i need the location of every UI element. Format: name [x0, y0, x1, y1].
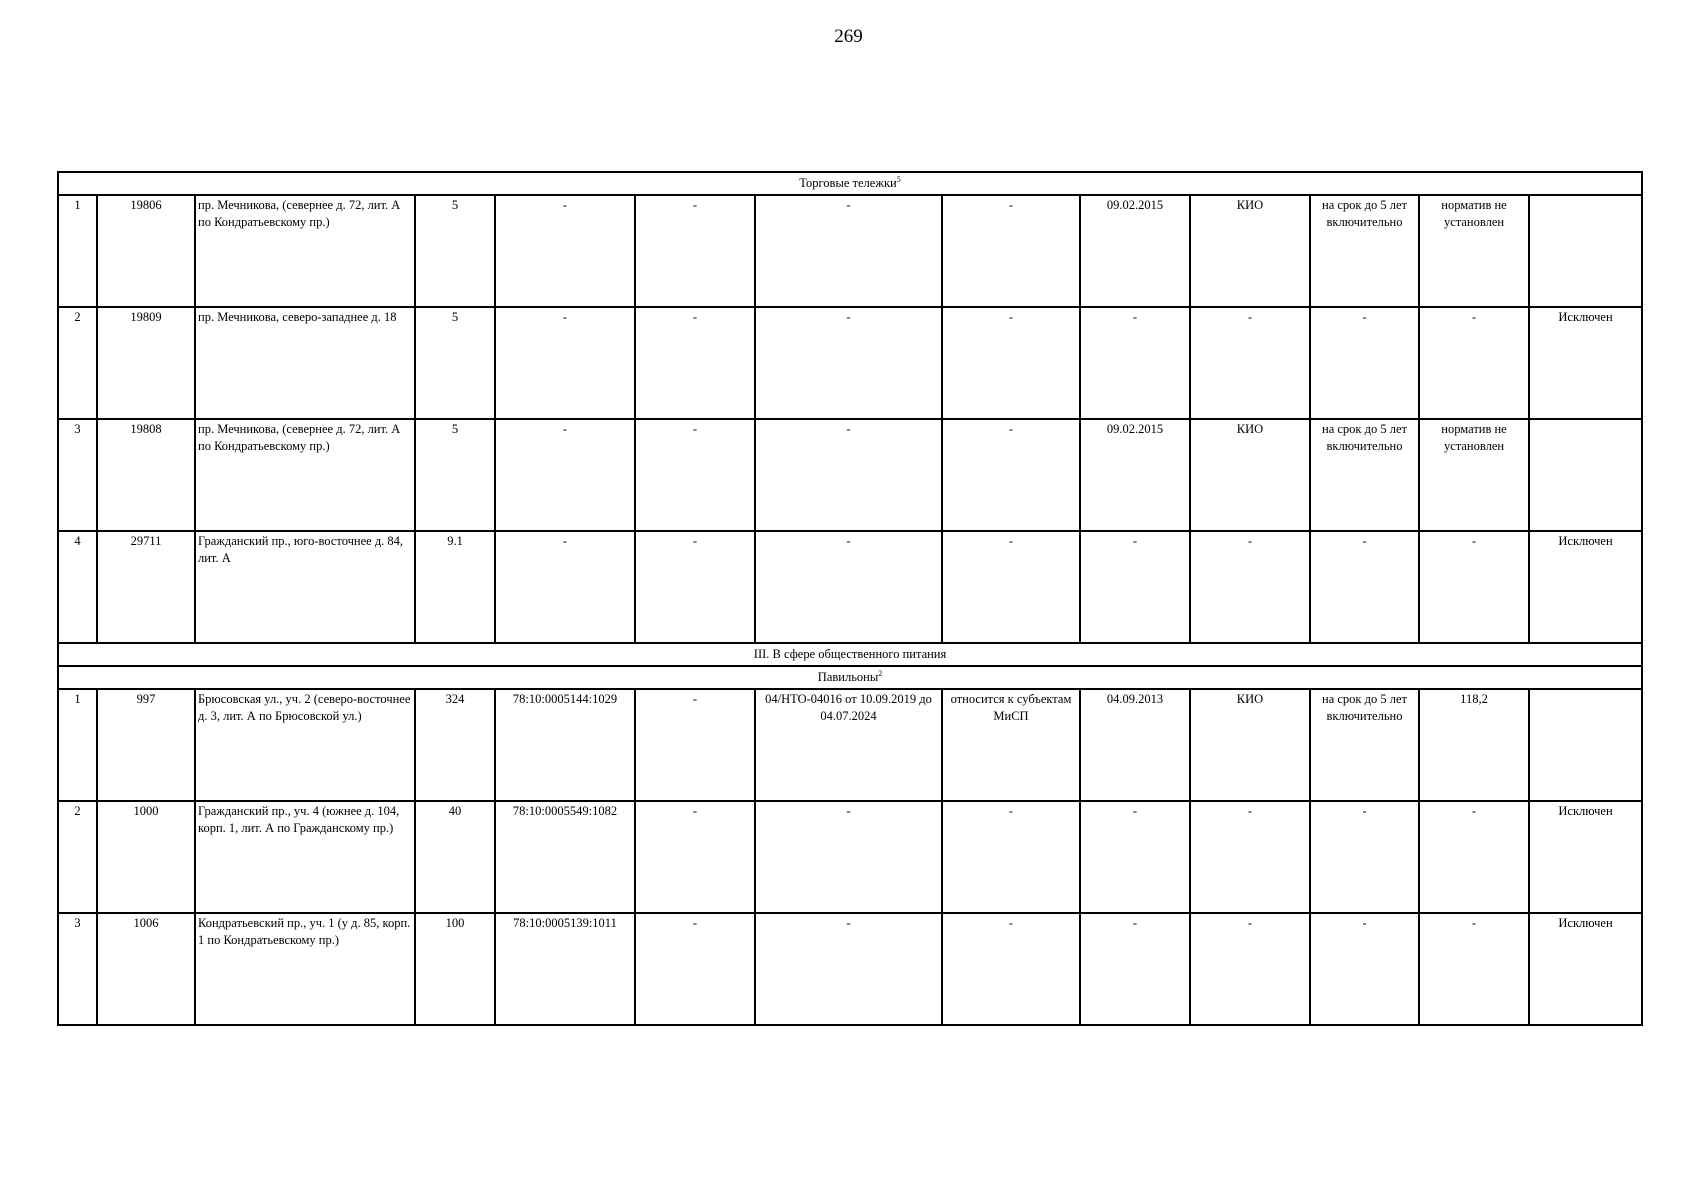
- table-cell-col-2: 29711: [97, 531, 195, 643]
- table-cell-col-1: 1: [58, 195, 97, 307]
- page-number: 269: [834, 26, 863, 47]
- table-cell-col-4: 100: [415, 913, 495, 1025]
- table-cell-col-9: -: [1080, 307, 1190, 419]
- table-cell-col-11: -: [1310, 531, 1419, 643]
- table-cell-col-4: 5: [415, 307, 495, 419]
- section-title-text: III. В сфере общественного питания: [753, 647, 947, 661]
- table-cell-col-3: Брюсовская ул., уч. 2 (северо-восточнее д. 3, лит. А по Брюсовской ул.): [195, 689, 415, 801]
- section-title: [58, 643, 1642, 666]
- subsection-header-row: [58, 666, 1642, 689]
- table-cell-col-1: 2: [58, 307, 97, 419]
- table-cell-col-6: -: [635, 801, 755, 913]
- table-cell-col-2: 19808: [97, 419, 195, 531]
- table-cell-col-5: 78:10:0005144:1029: [495, 689, 635, 801]
- table-cell-col-12: -: [1419, 531, 1529, 643]
- table-cell-col-7: -: [755, 195, 942, 307]
- table-cell-col-7: -: [755, 307, 942, 419]
- table-cell-col-6: -: [635, 307, 755, 419]
- table-cell-col-6: -: [635, 195, 755, 307]
- table-cell-col-4: 5: [415, 419, 495, 531]
- table-cell-col-8: -: [942, 531, 1080, 643]
- table-cell-col-10: КИО: [1190, 419, 1310, 531]
- table-cell-col-2: 997: [97, 689, 195, 801]
- footnote-marker: 2: [878, 668, 883, 678]
- section-title-text: Павильоны: [817, 670, 879, 684]
- table-cell-col-13: [1529, 689, 1642, 801]
- table-cell-col-1: 3: [58, 913, 97, 1025]
- footnote-marker: 5: [896, 174, 901, 184]
- table-cell-col-9: 09.02.2015: [1080, 195, 1190, 307]
- table-cell-col-13: [1529, 419, 1642, 531]
- subsection-title: [58, 172, 1642, 195]
- table-cell-col-8: -: [942, 195, 1080, 307]
- table-cell-col-10: -: [1190, 801, 1310, 913]
- table-cell-col-12: 118,2: [1419, 689, 1529, 801]
- table-cell-col-6: -: [635, 531, 755, 643]
- table-cell-col-3: Гражданский пр., уч. 4 (южнее д. 104, корп. 1, лит. А по Гражданскому пр.): [195, 801, 415, 913]
- table-cell-col-3: пр. Мечникова, (севернее д. 72, лит. А по Кондратьевскому пр.): [195, 195, 415, 307]
- table-cell-col-10: -: [1190, 307, 1310, 419]
- table-cell-col-3: пр. Мечникова, (севернее д. 72, лит. А по Кондратьевскому пр.): [195, 419, 415, 531]
- table-row: [58, 419, 1642, 531]
- table-cell-col-9: -: [1080, 913, 1190, 1025]
- table-cell-col-4: 9.1: [415, 531, 495, 643]
- table-cell-col-12: -: [1419, 913, 1529, 1025]
- table-cell-col-10: -: [1190, 531, 1310, 643]
- table-cell-col-1: 2: [58, 801, 97, 913]
- table-cell-col-4: 5: [415, 195, 495, 307]
- table-row: [58, 689, 1642, 801]
- table-cell-col-4: 324: [415, 689, 495, 801]
- table-cell-col-12: норматив не установлен: [1419, 195, 1529, 307]
- table-cell-col-2: 1006: [97, 913, 195, 1025]
- table-row: [58, 307, 1642, 419]
- table-cell-col-12: норматив не установлен: [1419, 419, 1529, 531]
- subsection-title: [58, 666, 1642, 689]
- table-cell-col-13: Исключен: [1529, 531, 1642, 643]
- table-cell-col-8: относится к субъектам МиСП: [942, 689, 1080, 801]
- table-cell-col-8: -: [942, 913, 1080, 1025]
- table-cell-col-1: 4: [58, 531, 97, 643]
- table-cell-col-5: -: [495, 419, 635, 531]
- section-title-text: Торговые тележки: [799, 176, 897, 190]
- table-cell-col-9: 04.09.2013: [1080, 689, 1190, 801]
- section-header-row: [58, 643, 1642, 666]
- table-cell-col-1: 3: [58, 419, 97, 531]
- table-row: [58, 531, 1642, 643]
- table-cell-col-2: 19809: [97, 307, 195, 419]
- table-cell-col-5: -: [495, 531, 635, 643]
- table-cell-col-7: 04/НТО-04016 от 10.09.2019 до 04.07.2024: [755, 689, 942, 801]
- table-cell-col-8: -: [942, 419, 1080, 531]
- table-cell-col-6: -: [635, 419, 755, 531]
- table-cell-col-12: -: [1419, 307, 1529, 419]
- table-cell-col-5: -: [495, 195, 635, 307]
- table-cell-col-3: Гражданский пр., юго-восточнее д. 84, лит. А: [195, 531, 415, 643]
- table-cell-col-7: -: [755, 801, 942, 913]
- table-cell-col-4: 40: [415, 801, 495, 913]
- table-cell-col-10: КИО: [1190, 195, 1310, 307]
- table-cell-col-13: Исключен: [1529, 801, 1642, 913]
- table-cell-col-5: 78:10:0005549:1082: [495, 801, 635, 913]
- table-cell-col-13: Исключен: [1529, 307, 1642, 419]
- table-cell-col-8: -: [942, 801, 1080, 913]
- table-row: [58, 913, 1642, 1025]
- table-cell-col-11: на срок до 5 лет включительно: [1310, 689, 1419, 801]
- table-cell-col-7: -: [755, 913, 942, 1025]
- table-cell-col-3: Кондратьевский пр., уч. 1 (у д. 85, корп. 1 по Кондратьевскому пр.): [195, 913, 415, 1025]
- table-cell-col-8: -: [942, 307, 1080, 419]
- table-cell-col-11: -: [1310, 801, 1419, 913]
- table-cell-col-7: -: [755, 531, 942, 643]
- table-cell-col-11: на срок до 5 лет включительно: [1310, 195, 1419, 307]
- table-cell-col-12: -: [1419, 801, 1529, 913]
- table-cell-col-6: -: [635, 689, 755, 801]
- table-cell-col-5: 78:10:0005139:1011: [495, 913, 635, 1025]
- table-cell-col-11: -: [1310, 307, 1419, 419]
- registry-body: [58, 172, 1642, 1025]
- table-cell-col-13: [1529, 195, 1642, 307]
- table-cell-col-13: Исключен: [1529, 913, 1642, 1025]
- table-cell-col-9: -: [1080, 801, 1190, 913]
- table-cell-col-3: пр. Мечникова, северо-западнее д. 18: [195, 307, 415, 419]
- table-cell-col-1: 1: [58, 689, 97, 801]
- table-cell-col-9: 09.02.2015: [1080, 419, 1190, 531]
- table-cell-col-11: -: [1310, 913, 1419, 1025]
- table-cell-col-7: -: [755, 419, 942, 531]
- table-cell-col-11: на срок до 5 лет включительно: [1310, 419, 1419, 531]
- table-cell-col-2: 1000: [97, 801, 195, 913]
- table-row: [58, 195, 1642, 307]
- registry-table: [57, 171, 1643, 1026]
- table-cell-col-6: -: [635, 913, 755, 1025]
- subsection-header-row: [58, 172, 1642, 195]
- table-cell-col-10: -: [1190, 913, 1310, 1025]
- table-cell-col-9: -: [1080, 531, 1190, 643]
- table-cell-col-5: -: [495, 307, 635, 419]
- table-cell-col-10: КИО: [1190, 689, 1310, 801]
- table-row: [58, 801, 1642, 913]
- table-cell-col-2: 19806: [97, 195, 195, 307]
